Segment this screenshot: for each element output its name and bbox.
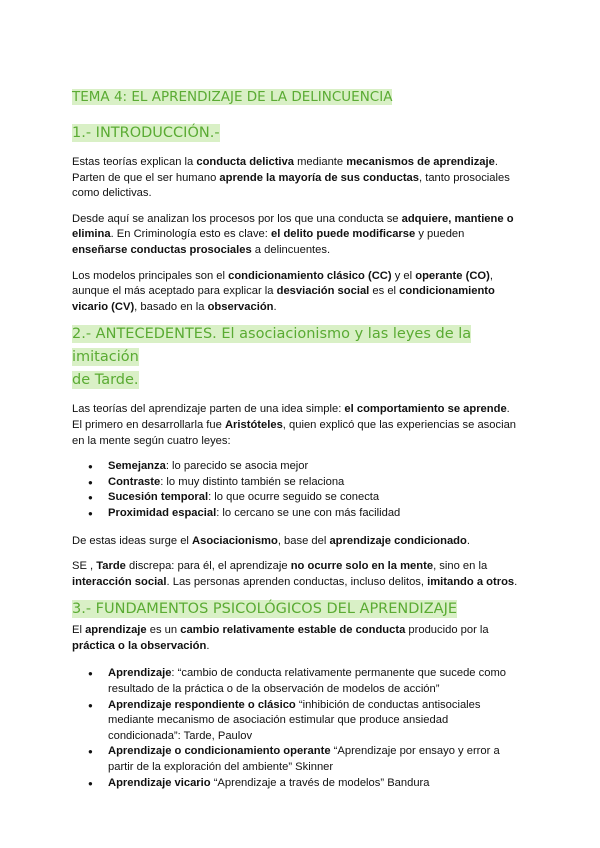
- list-item-term: Aprendizaje o condicionamiento operante: [108, 745, 331, 758]
- text-run: . Parten de que el ser humano: [72, 156, 498, 184]
- text-run: Los modelos principales son el: [72, 269, 229, 282]
- list-item-term: Aprendizaje: [108, 667, 172, 680]
- bold-run: aprendizaje condicionado: [329, 534, 467, 547]
- text-run: , basado en la: [134, 300, 208, 313]
- text-run: a delincuentes.: [251, 243, 331, 256]
- list-item-term: Aprendizaje vicario: [108, 776, 211, 789]
- bold-run: imitando a otros: [427, 575, 515, 588]
- text-run: El: [72, 624, 86, 637]
- text-run: . El primero en desarrollarla fue: [72, 403, 510, 431]
- section-2-heading: [72, 323, 522, 392]
- bold-run: mecanismos de aprendizaje: [346, 156, 495, 168]
- text-run: , tanto prosociales como delictivas.: [72, 171, 510, 200]
- bold-run: condicionamiento clásico (CC): [228, 269, 392, 282]
- section-2-paragraph-3: [72, 559, 522, 590]
- list-item: [108, 506, 522, 522]
- section-2-heading-line-1: 2.- ANTECEDENTES. El asociacionismo y las leyes de la imitación: [72, 326, 472, 366]
- bold-run: condicionamiento vicario (CV): [72, 285, 495, 313]
- text-run: . En Criminología esto es clave:: [110, 228, 271, 241]
- text-run: y el: [391, 269, 416, 282]
- list-item-desc: : lo muy distinto también se relaciona: [160, 475, 345, 488]
- list-item: [108, 698, 522, 745]
- text-run: , sino en la: [433, 560, 488, 573]
- section-1-paragraph-2: [72, 212, 522, 259]
- text-run: Desde aquí se analizan los procesos por los que una conducta se: [72, 212, 402, 225]
- text-run: .: [273, 300, 277, 313]
- text-run: , quien explicó que las experiencias se asocian en la mente según cuatro leyes:: [72, 418, 517, 447]
- list-item-desc: : “cambio de conducta relativamente permanente que sucede como resultado de la práctica o de la observación de modelos de acción”: [108, 667, 506, 696]
- bold-run: cambio relativamente estable de conducta: [180, 624, 406, 637]
- list-item-term: Aprendizaje respondiente o clásico: [108, 698, 296, 711]
- list-item-desc: : lo parecido se asocia mejor: [165, 460, 309, 473]
- list-item: [108, 776, 522, 792]
- text-run: y pueden: [415, 228, 465, 241]
- list-item: [108, 744, 522, 775]
- text-run: mediante: [293, 156, 347, 168]
- document-title-text: TEMA 4: EL APRENDIZAJE DE LA DELINCUENCIA: [72, 89, 393, 105]
- text-run: . Las personas aprenden conductas, incluso delitos,: [166, 575, 428, 588]
- bold-run: enseñarse conductas prosociales: [72, 243, 252, 256]
- text-run: .: [206, 639, 210, 652]
- text-run: SE ,: [72, 560, 97, 573]
- list-item: [108, 459, 522, 475]
- section-1-paragraph-1: [72, 155, 522, 202]
- list-item: [108, 490, 522, 506]
- list-item-desc: “Aprendizaje por ensayo y error a partir de la exploración del ambiente” Skinner: [108, 745, 500, 774]
- text-run: es un: [146, 624, 181, 637]
- list-item-term: Sucesión temporal: [108, 491, 209, 504]
- section-3-paragraph-1: [72, 623, 522, 654]
- bold-run: el comportamiento se aprende: [344, 403, 507, 416]
- text-run: , aunque el más aceptado para explicar la: [72, 269, 493, 298]
- bold-run: observación: [207, 300, 274, 313]
- bold-run: adquiere, mantiene o elimina: [72, 212, 514, 241]
- bold-run: desviación social: [276, 285, 370, 298]
- list-item-term: Proximidad espacial: [108, 506, 217, 519]
- list-item-desc: “Aprendizaje a través de modelos” Bandura: [210, 776, 430, 789]
- bold-run: aprendizaje: [85, 624, 147, 637]
- list-item: [108, 666, 522, 697]
- text-run: Las teorías del aprendizaje parten de una idea simple:: [72, 403, 345, 416]
- section-2-paragraph-2: [72, 534, 522, 550]
- list-item-term: Semejanza: [108, 460, 166, 473]
- section-3-heading: [72, 598, 522, 621]
- bold-run: interacción social: [72, 575, 167, 588]
- bold-run: Asociacionismo: [192, 534, 278, 547]
- bold-run: operante (CO): [415, 269, 490, 282]
- section-2-heading-line-2: de Tarde.: [72, 372, 139, 389]
- section-1-paragraph-3: [72, 269, 522, 316]
- text-run: .: [466, 534, 470, 547]
- list-item: [108, 475, 522, 491]
- learning-types-list: [72, 666, 522, 791]
- bold-run: conducta delictiva: [196, 156, 294, 168]
- bold-run: el delito puede modificarse: [271, 228, 416, 241]
- text-run: Estas teorías explican la: [72, 156, 197, 168]
- list-item-term: Contraste: [108, 475, 161, 488]
- laws-list: [72, 459, 522, 521]
- list-item-desc: : lo que ocurre seguido se conecta: [208, 491, 380, 504]
- bold-run: Tarde: [96, 560, 126, 573]
- section-3-heading-text: 3.- FUNDAMENTOS PSICOLÓGICOS DEL APRENDIZAJE: [72, 601, 458, 618]
- bold-run: Aristóteles: [224, 418, 283, 431]
- document-title: [72, 86, 522, 108]
- list-item-desc: : lo cercano se une con más facilidad: [216, 506, 401, 519]
- section-1-heading-text: 1.- INTRODUCCIÓN.-: [72, 125, 220, 141]
- section-2-paragraph-1: [72, 402, 522, 449]
- text-run: producido por la: [405, 624, 489, 637]
- bold-run: práctica o la observación: [72, 639, 207, 652]
- bold-run: no ocurre solo en la mente: [290, 560, 434, 573]
- document-page: [72, 86, 522, 803]
- text-run: , base del: [277, 534, 330, 547]
- list-item-desc: “inhibición de conductas antisociales mediante mecanismo de asociación estimular que produce ansiedad condicionada”: Tarde, Paulov: [108, 698, 481, 742]
- text-run: es el: [369, 285, 400, 298]
- text-run: De estas ideas surge el: [72, 534, 193, 547]
- text-run: discrepa: para él, el aprendizaje: [125, 560, 291, 573]
- text-run: .: [514, 575, 518, 588]
- section-1-heading: [72, 122, 522, 145]
- bold-run: aprende la mayoría de sus conductas: [219, 171, 419, 184]
